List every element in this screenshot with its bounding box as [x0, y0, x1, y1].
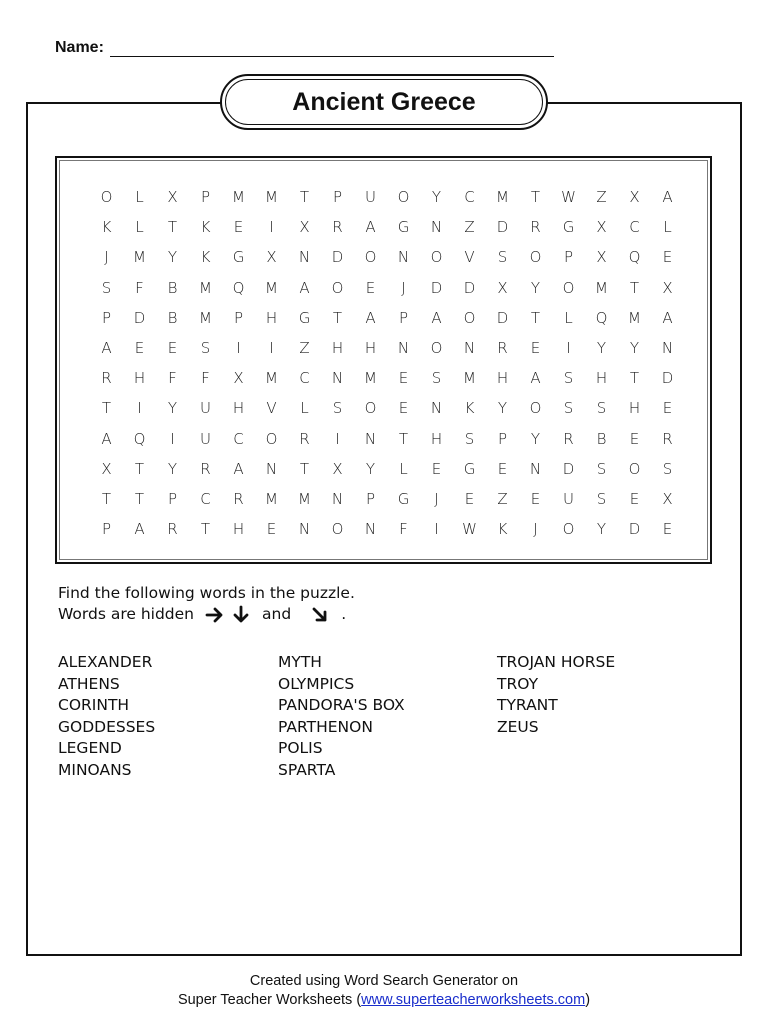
- puzzle-letter: B: [596, 429, 607, 448]
- puzzle-letter: Z: [299, 339, 310, 358]
- puzzle-letter: E: [431, 459, 442, 478]
- puzzle-letter: A: [662, 188, 673, 207]
- puzzle-letter: T: [200, 520, 211, 539]
- puzzle-letter: P: [233, 308, 244, 327]
- puzzle-letter: X: [629, 188, 640, 207]
- puzzle-letter: M: [595, 278, 608, 297]
- puzzle-letter: L: [300, 399, 309, 418]
- puzzle-letter: S: [101, 278, 112, 297]
- puzzle-letter: H: [628, 399, 641, 418]
- puzzle-letter: E: [134, 339, 145, 358]
- puzzle-letter: L: [135, 188, 144, 207]
- puzzle-letter: T: [134, 459, 145, 478]
- instructions-and: and: [262, 605, 292, 623]
- puzzle-letter: Y: [365, 459, 376, 478]
- word-list-item: TYRANT: [497, 696, 558, 714]
- puzzle-letter: D: [496, 218, 509, 237]
- puzzle-letter: T: [167, 218, 178, 237]
- puzzle-letter: C: [299, 369, 310, 388]
- instructions-end: .: [341, 605, 347, 623]
- puzzle-letter: H: [133, 369, 146, 388]
- puzzle-letter: M: [463, 369, 476, 388]
- arrow-down-right-icon: [310, 605, 330, 625]
- puzzle-letter: X: [497, 278, 508, 297]
- footer-prefix: Super Teacher Worksheets (: [177, 992, 362, 1008]
- puzzle-letter: Q: [232, 278, 245, 297]
- puzzle-letter: I: [269, 218, 274, 237]
- puzzle-letter: D: [562, 459, 575, 478]
- puzzle-letter: H: [265, 308, 278, 327]
- puzzle-letter: Z: [497, 489, 508, 508]
- puzzle-letter: A: [365, 308, 376, 327]
- puzzle-letter: R: [563, 429, 574, 448]
- word-list-column-3: [497, 652, 615, 738]
- puzzle-letter: N: [463, 339, 476, 358]
- puzzle-letter: D: [628, 520, 641, 539]
- word-list-column-1: [58, 652, 155, 781]
- puzzle-letter: O: [628, 459, 641, 478]
- word-search-grid: [90, 182, 684, 544]
- puzzle-letter: E: [530, 339, 541, 358]
- puzzle-letter: W: [561, 188, 576, 207]
- word-list-item: MYTH: [278, 653, 322, 671]
- puzzle-letter: O: [331, 278, 344, 297]
- puzzle-letter: I: [269, 339, 274, 358]
- puzzle-letter: E: [398, 369, 409, 388]
- name-blank-line[interactable]: [110, 38, 554, 57]
- puzzle-letter: R: [233, 489, 244, 508]
- footer-line-1: Created using Word Search Generator on: [249, 973, 519, 989]
- puzzle-letter: J: [104, 248, 109, 267]
- puzzle-letter: V: [266, 399, 277, 418]
- puzzle-letter: N: [529, 459, 542, 478]
- puzzle-letter: X: [332, 459, 343, 478]
- puzzle-letter: G: [397, 218, 410, 237]
- puzzle-letter: L: [399, 459, 408, 478]
- puzzle-letter: G: [562, 218, 575, 237]
- puzzle-letter: S: [563, 369, 574, 388]
- puzzle-letter: Y: [629, 339, 640, 358]
- puzzle-letter: D: [331, 248, 344, 267]
- puzzle-letter: K: [101, 218, 112, 237]
- instructions-prefix: Words are hidden: [58, 605, 195, 623]
- puzzle-letter: Q: [595, 308, 608, 327]
- puzzle-letter: K: [200, 218, 211, 237]
- word-list-item: ALEXANDER: [58, 653, 153, 671]
- puzzle-letter: P: [563, 248, 574, 267]
- title-banner: [220, 74, 548, 130]
- puzzle-letter: E: [629, 489, 640, 508]
- name-label: Name:: [55, 39, 104, 56]
- word-list-item: SPARTA: [278, 760, 336, 779]
- instructions: [58, 583, 355, 625]
- word-list-item: ATHENS: [58, 674, 120, 693]
- puzzle-letter: N: [430, 218, 443, 237]
- puzzle-letter: F: [399, 520, 408, 539]
- puzzle-letter: S: [200, 339, 211, 358]
- puzzle-letter: P: [200, 188, 211, 207]
- puzzle-letter: A: [662, 308, 673, 327]
- puzzle-letter: S: [662, 459, 673, 478]
- puzzle-letter: T: [530, 308, 541, 327]
- puzzle-letter: E: [365, 278, 376, 297]
- puzzle-letter: N: [397, 339, 410, 358]
- puzzle-letter: D: [496, 308, 509, 327]
- puzzle-letter: C: [200, 489, 211, 508]
- puzzle-letter: V: [464, 248, 475, 267]
- puzzle-letter: W: [462, 520, 477, 539]
- puzzle-letter: M: [133, 248, 146, 267]
- puzzle-letter: Q: [133, 429, 146, 448]
- puzzle-letter: X: [299, 218, 310, 237]
- puzzle-letter: H: [364, 339, 377, 358]
- puzzle-letter: T: [332, 308, 343, 327]
- puzzle-letter: E: [662, 399, 673, 418]
- puzzle-letter: O: [463, 308, 476, 327]
- puzzle-letter: J: [533, 520, 538, 539]
- puzzle-letter: A: [530, 369, 541, 388]
- puzzle-letter: Y: [596, 520, 607, 539]
- word-list-item: CORINTH: [58, 696, 130, 714]
- puzzle-letter: S: [431, 369, 442, 388]
- word-list-item: LEGEND: [58, 739, 122, 757]
- puzzle-letter: C: [464, 188, 475, 207]
- puzzle-letter: T: [101, 399, 112, 418]
- puzzle-letter: X: [266, 248, 277, 267]
- puzzle-letter: K: [200, 248, 211, 267]
- footer-link[interactable]: www.superteacherworksheets.com: [361, 992, 586, 1008]
- puzzle-letter: R: [200, 459, 211, 478]
- puzzle-letter: H: [331, 339, 344, 358]
- puzzle-letter: E: [530, 489, 541, 508]
- puzzle-letter: F: [168, 369, 177, 388]
- puzzle-letter: T: [134, 489, 145, 508]
- puzzle-letter: O: [430, 248, 443, 267]
- puzzle-letter: O: [562, 278, 575, 297]
- puzzle-letter: P: [101, 308, 112, 327]
- puzzle-letter: R: [497, 339, 508, 358]
- puzzle-letter: Y: [530, 429, 541, 448]
- word-list-item: ZEUS: [497, 717, 539, 736]
- puzzle-letter: M: [199, 308, 212, 327]
- puzzle-letter: C: [233, 429, 244, 448]
- instructions-line-2: [58, 604, 355, 625]
- puzzle-letter: E: [662, 520, 673, 539]
- puzzle-letter: E: [167, 339, 178, 358]
- puzzle-letter: E: [629, 429, 640, 448]
- puzzle-letter: X: [101, 459, 112, 478]
- puzzle-letter: P: [332, 188, 343, 207]
- puzzle-letter: G: [232, 248, 245, 267]
- puzzle-letter: A: [233, 459, 244, 478]
- puzzle-letter: N: [430, 399, 443, 418]
- puzzle-letter: G: [298, 308, 311, 327]
- puzzle-letter: R: [101, 369, 112, 388]
- puzzle-letter: O: [364, 248, 377, 267]
- puzzle-letter: H: [232, 399, 245, 418]
- puzzle-letter: T: [299, 188, 310, 207]
- puzzle-letter: U: [200, 429, 211, 448]
- puzzle-letter: O: [364, 399, 377, 418]
- word-list-item: TROY: [497, 674, 539, 693]
- puzzle-letter: H: [496, 369, 509, 388]
- puzzle-letter: I: [434, 520, 439, 539]
- puzzle-letter: O: [529, 248, 542, 267]
- puzzle-letter: O: [397, 188, 410, 207]
- puzzle-letter: P: [167, 489, 178, 508]
- puzzle-letter: G: [463, 459, 476, 478]
- puzzle-letter: N: [298, 248, 311, 267]
- puzzle-letter: O: [529, 399, 542, 418]
- puzzle-letter: N: [397, 248, 410, 267]
- puzzle-letter: I: [335, 429, 340, 448]
- puzzle-letter: Q: [628, 248, 641, 267]
- puzzle-letter: C: [629, 218, 640, 237]
- puzzle-letter: R: [530, 218, 541, 237]
- puzzle-letter: E: [233, 218, 244, 237]
- puzzle-letter: O: [430, 339, 443, 358]
- puzzle-letter: O: [562, 520, 575, 539]
- puzzle-letter: R: [332, 218, 343, 237]
- footer: [0, 972, 768, 1010]
- puzzle-letter: M: [364, 369, 377, 388]
- puzzle-letter: D: [463, 278, 476, 297]
- footer-suffix: ): [585, 992, 591, 1008]
- puzzle-letter: N: [331, 489, 344, 508]
- puzzle-letter: S: [596, 459, 607, 478]
- puzzle-letter: L: [564, 308, 573, 327]
- puzzle-letter: X: [596, 248, 607, 267]
- puzzle-letter: B: [167, 278, 178, 297]
- puzzle-letter: S: [464, 429, 475, 448]
- puzzle-letter: X: [596, 218, 607, 237]
- puzzle-letter: T: [398, 429, 409, 448]
- puzzle-letter: M: [265, 489, 278, 508]
- puzzle-letter: N: [364, 429, 377, 448]
- puzzle-letter: O: [265, 429, 278, 448]
- puzzle-letter: X: [662, 489, 673, 508]
- puzzle-letter: M: [628, 308, 641, 327]
- word-list-column-2: [278, 652, 405, 781]
- puzzle-letter: T: [629, 278, 640, 297]
- puzzle-letter: T: [101, 489, 112, 508]
- puzzle-letter: O: [100, 188, 113, 207]
- puzzle-letter: T: [629, 369, 640, 388]
- puzzle-letter: D: [430, 278, 443, 297]
- puzzle-letter: P: [497, 429, 508, 448]
- name-field-row: [55, 38, 554, 57]
- puzzle-letter: B: [167, 308, 178, 327]
- puzzle-letter: A: [134, 520, 145, 539]
- puzzle-letter: O: [331, 520, 344, 539]
- puzzle-letter: H: [232, 520, 245, 539]
- word-list-item: TROJAN HORSE: [497, 653, 616, 671]
- puzzle-letter: M: [298, 489, 311, 508]
- puzzle-letter: N: [364, 520, 377, 539]
- puzzle-letter: U: [563, 489, 574, 508]
- word-list-item: GODDESSES: [58, 717, 156, 736]
- word-list-item: PANDORA'S BOX: [278, 696, 405, 714]
- puzzle-letter: Y: [530, 278, 541, 297]
- puzzle-letter: S: [563, 399, 574, 418]
- puzzle-letter: S: [596, 489, 607, 508]
- puzzle-letter: R: [167, 520, 178, 539]
- puzzle-letter: L: [663, 218, 672, 237]
- puzzle-letter: X: [167, 188, 178, 207]
- puzzle-letter: E: [398, 399, 409, 418]
- puzzle-letter: N: [298, 520, 311, 539]
- footer-line-2: [0, 991, 768, 1010]
- puzzle-letter: N: [265, 459, 278, 478]
- puzzle-letter: M: [265, 278, 278, 297]
- puzzle-letter: E: [662, 248, 673, 267]
- puzzle-letter: D: [661, 369, 674, 388]
- puzzle-letter: Z: [596, 188, 607, 207]
- puzzle-letter: J: [434, 489, 439, 508]
- puzzle-letter: Y: [596, 339, 607, 358]
- puzzle-letter: S: [596, 399, 607, 418]
- arrow-right-icon: [205, 605, 225, 625]
- word-list-item: POLIS: [278, 739, 323, 757]
- puzzle-letter: Y: [167, 248, 178, 267]
- puzzle-letter: I: [170, 429, 175, 448]
- puzzle-letter: H: [595, 369, 608, 388]
- puzzle-letter: F: [201, 369, 210, 388]
- puzzle-letter: Y: [167, 399, 178, 418]
- puzzle-letter: Y: [497, 399, 508, 418]
- puzzle-letter: M: [265, 369, 278, 388]
- puzzle-letter: Y: [431, 188, 442, 207]
- puzzle-letter: L: [135, 218, 144, 237]
- puzzle-letter: N: [331, 369, 344, 388]
- puzzle-letter: N: [661, 339, 674, 358]
- puzzle-letter: U: [200, 399, 211, 418]
- puzzle-letter: K: [464, 399, 475, 418]
- puzzle-letter: E: [497, 459, 508, 478]
- puzzle-letter: R: [662, 429, 673, 448]
- puzzle-letter: E: [266, 520, 277, 539]
- puzzle-letter: G: [397, 489, 410, 508]
- puzzle-letter: S: [332, 399, 343, 418]
- puzzle-letter: I: [236, 339, 241, 358]
- puzzle-letter: S: [497, 248, 508, 267]
- puzzle-letter: I: [566, 339, 571, 358]
- puzzle-letter: A: [365, 218, 376, 237]
- puzzle-letter: T: [530, 188, 541, 207]
- page-title: Ancient Greece: [292, 87, 476, 116]
- puzzle-letter: Z: [464, 218, 475, 237]
- puzzle-letter: M: [496, 188, 509, 207]
- puzzle-letter: D: [133, 308, 146, 327]
- puzzle-letter: P: [398, 308, 409, 327]
- puzzle-letter: M: [199, 278, 212, 297]
- puzzle-letter: A: [431, 308, 442, 327]
- puzzle-letter: T: [299, 459, 310, 478]
- puzzle-letter: P: [101, 520, 112, 539]
- puzzle-letter: I: [137, 399, 142, 418]
- word-list-item: MINOANS: [58, 760, 132, 779]
- puzzle-letter: J: [401, 278, 406, 297]
- puzzle-letter: Y: [167, 459, 178, 478]
- puzzle-letter: R: [299, 429, 310, 448]
- puzzle-letter: H: [430, 429, 443, 448]
- puzzle-letter: X: [233, 369, 244, 388]
- puzzle-letter: A: [101, 429, 112, 448]
- puzzle-letter: F: [135, 278, 144, 297]
- word-list-item: PARTHENON: [278, 717, 373, 736]
- puzzle-letter: A: [299, 278, 310, 297]
- puzzle-letter: E: [464, 489, 475, 508]
- word-list-item: OLYMPICS: [278, 674, 355, 693]
- puzzle-letter: U: [365, 188, 376, 207]
- puzzle-letter: A: [101, 339, 112, 358]
- puzzle-letter: X: [662, 278, 673, 297]
- puzzle-letter: P: [365, 489, 376, 508]
- puzzle-letter: M: [232, 188, 245, 207]
- instructions-line-1: Find the following words in the puzzle.: [58, 584, 355, 602]
- arrow-down-icon: [231, 605, 251, 625]
- puzzle-letter: M: [265, 188, 278, 207]
- puzzle-letter: K: [497, 520, 508, 539]
